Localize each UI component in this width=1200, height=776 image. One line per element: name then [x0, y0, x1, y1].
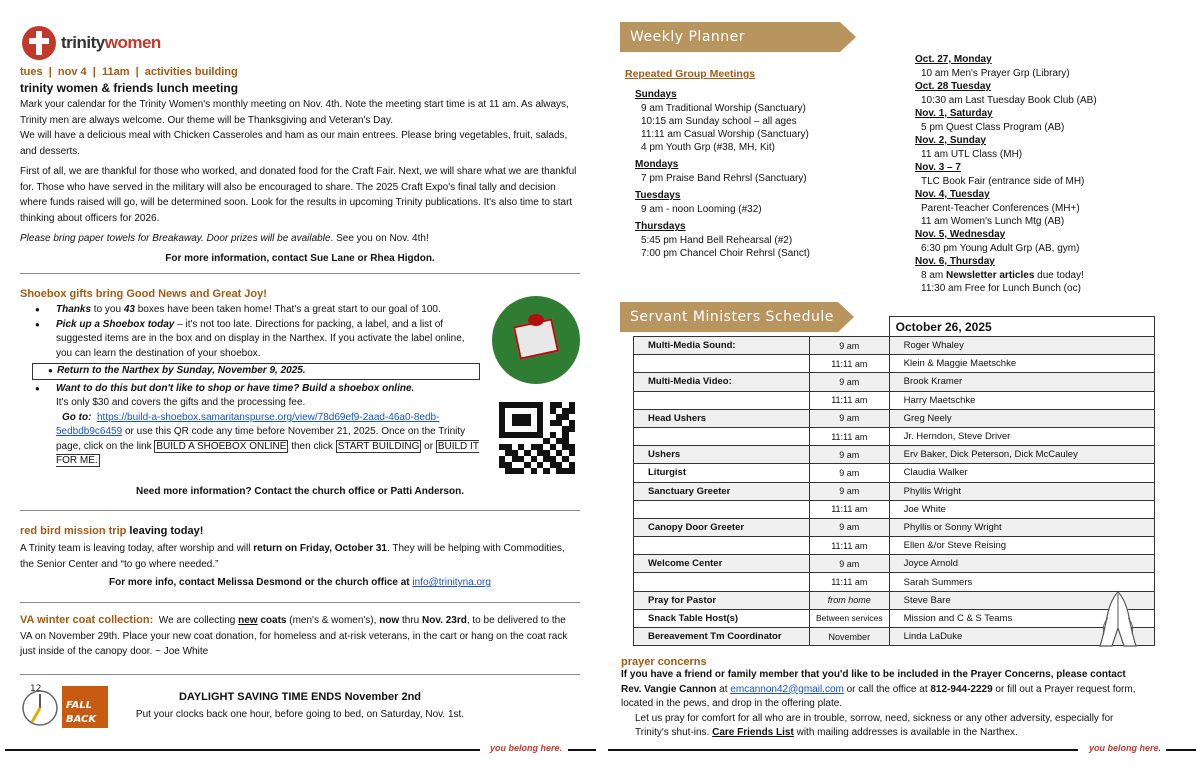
- footer-tagline: you belong here.: [490, 743, 563, 753]
- prayer-line-2: [621, 683, 1191, 698]
- meeting-para-2: We will have a delicious meal with Chicken Casseroles and ham as our main entrees. Please bring vegetables, fruit, salads, and desserts.: [20, 130, 568, 157]
- schedule-name: Klein & Maggie Maetschke: [889, 355, 1154, 373]
- event-item-text: 8 am: [921, 270, 947, 281]
- divider: [20, 510, 580, 511]
- prayer-l5-post: with mailing addresses is available in the Narthex.: [793, 727, 1018, 738]
- schedule-name: Jr. Herndon, Steve Driver: [889, 427, 1154, 445]
- redbird-title: [20, 525, 203, 537]
- start-building-button[interactable]: START BUILDING: [337, 440, 420, 452]
- shoebox-b1-count: 43: [123, 304, 135, 315]
- coat-t3: thru: [399, 615, 422, 626]
- footer-tagline: you belong here.: [1089, 743, 1162, 753]
- coat-t2: (men's & women's),: [286, 615, 380, 626]
- servant-schedule-table: [633, 316, 1155, 646]
- meeting-title: trinity women & friends lunch meeting: [20, 81, 239, 95]
- planner-item: 9 am Traditional Worship (Sanctuary): [641, 103, 806, 114]
- shoebox-b1-thanks: Thanks: [56, 304, 92, 315]
- schedule-name: Phyllis or Sonny Wright: [889, 518, 1154, 536]
- schedule-role: Sanctuary Greeter: [634, 482, 810, 500]
- shoebox-contact: Need more information? Contact the church office or Patti Anderson.: [136, 486, 464, 497]
- schedule-row: [634, 609, 1155, 627]
- redbird-contact: [20, 577, 580, 588]
- shoebox-bullet-3: [32, 363, 480, 380]
- operation-christmas-child-logo: [492, 296, 580, 384]
- logo-text-women: women: [104, 33, 161, 52]
- schedule-row: [634, 391, 1155, 409]
- prayer-email-link[interactable]: emcannon42@gmail.com: [730, 683, 844, 695]
- footer-rule-tail: [568, 749, 596, 751]
- schedule-time: 9 am: [810, 518, 890, 536]
- event-item-text: 6:30 pm Young Adult Grp (AB, gym): [921, 243, 1080, 254]
- event-item-text: Parent-Teacher Conferences (MH+): [921, 203, 1080, 214]
- schedule-role: Liturgist: [634, 464, 810, 482]
- event-item-text: 5 pm Quest Class Program (AB): [921, 122, 1065, 133]
- schedule-time: 11:11 am: [810, 537, 890, 555]
- redbird-contact-text: For more info, contact Melissa Desmond or the church office at: [109, 577, 413, 588]
- event-day-heading: Nov. 1, Saturday: [915, 108, 993, 119]
- schedule-row: [634, 482, 1155, 500]
- schedule-time: 9 am: [810, 373, 890, 391]
- servant-ministers-banner: Servant Ministers Schedule: [620, 302, 838, 332]
- meeting-contact: For more information, contact Sue Lane or Rhea Higdon.: [165, 252, 435, 264]
- dst-title: [150, 691, 450, 703]
- event-item: [915, 94, 1185, 107]
- meeting-body: [20, 97, 580, 266]
- planner-item: 4 pm Youth Grp (#38, MH, Kit): [641, 142, 775, 153]
- footer-rule-tail: [1166, 749, 1196, 751]
- coat-title: VA winter coat collection:: [20, 614, 154, 626]
- shoebox-after-url: or use this QR code any time before November 21, 2025. Once on the Trinity page, click on the link: [56, 426, 466, 452]
- logo-text-trinity: trinity: [61, 33, 105, 52]
- footer-rule: [5, 749, 480, 751]
- schedule-name: Erv Baker, Dick Peterson, Dick McCauley: [889, 446, 1154, 464]
- schedule-name: Linda LaDuke: [889, 628, 1154, 646]
- event-day-heading: Nov. 3 – 7: [915, 162, 961, 173]
- shoebox-return-date: Return to the Narthex by Sunday, November 9, 2025.: [57, 365, 306, 376]
- schedule-role: [634, 537, 810, 555]
- prayer-l5-pre: Trinity's shut-ins.: [635, 727, 713, 738]
- schedule-role: Ushers: [634, 446, 810, 464]
- shoebox-b1-post: boxes have been taken home! That's a great start to our goal of 100.: [134, 304, 441, 315]
- event-day-heading: Nov. 6, Thursday: [915, 256, 995, 267]
- event-item-text: 11 am Women's Lunch Mtg (AB): [921, 216, 1065, 227]
- planner-item: 7:00 pm Chancel Choir Rehrsl (Sanct): [641, 248, 810, 259]
- weekly-planner-banner: Weekly Planner: [620, 22, 840, 52]
- qr-code-icon[interactable]: [499, 402, 575, 474]
- coat-now: now: [379, 615, 400, 626]
- coat-section: [20, 613, 580, 660]
- event-day-heading: Nov. 2, Sunday: [915, 135, 986, 146]
- logo-text: [61, 33, 161, 53]
- schedule-name: Brook Kramer: [889, 373, 1154, 391]
- schedule-row: [634, 555, 1155, 573]
- repeated-meetings-title: Repeated Group Meetings: [625, 68, 756, 80]
- prayer-line-1: If you have a friend or family member that you'd like to be included in the Prayer Concerns, please contact: [621, 669, 1126, 680]
- planner-item: 9 am - noon Looming (#32): [641, 204, 762, 215]
- schedule-time: 11:11 am: [810, 355, 890, 373]
- schedule-time: 11:11 am: [810, 391, 890, 409]
- gift-bow-icon: [528, 314, 544, 326]
- schedule-role: Welcome Center: [634, 555, 810, 573]
- schedule-name: Sarah Summers: [889, 573, 1154, 591]
- build-it-for-me-button[interactable]: BUILD IT FOR ME.: [56, 440, 479, 466]
- schedule-role: [634, 391, 810, 409]
- schedule-role: [634, 500, 810, 518]
- event-item-text: 11:30 am Free for Lunch Bunch (oc): [921, 283, 1081, 294]
- praying-hands-icon: [1098, 588, 1138, 650]
- planner-item: 11:11 am Casual Worship (Sanctuary): [641, 129, 809, 140]
- planner-day-heading: Mondays: [635, 159, 679, 170]
- schedule-name: Joyce Arnold: [889, 555, 1154, 573]
- schedule-row: [634, 537, 1155, 555]
- prayer-l2-end: or fill out a Prayer request form,: [992, 683, 1136, 695]
- schedule-name: Mission and C & S Teams: [889, 609, 1154, 627]
- schedule-time: 9 am: [810, 555, 890, 573]
- meeting-para-3: First of all, we are thankful for those who worked, and donated food for the Craft Fair. Next, we will share what we are thankful for. Those who have served in the military will also be encouraged to share. The 2025 Craft Expo's final tally and decision where funds raised will go, will be determined soon. Look for the results in upcoming Trinity publications. It's also time to start thinking about officers for 2026.: [20, 166, 577, 224]
- schedule-role: Snack Table Host(s): [634, 609, 810, 627]
- schedule-role: Pray for Pastor: [634, 591, 810, 609]
- event-day-heading: Oct. 27, Monday: [915, 54, 992, 65]
- redbird-return-date: return on Friday, October 31: [253, 543, 387, 554]
- repeated-meetings-list: [635, 88, 895, 260]
- schedule-row: [634, 573, 1155, 591]
- shoebox-title: Shoebox gifts bring Good News and Great Joy!: [20, 288, 267, 300]
- prayer-body: [621, 668, 1191, 741]
- event-item: [915, 67, 1185, 80]
- planner-day-heading: Thursdays: [635, 221, 686, 232]
- schedule-name: Harry Maetschke: [889, 391, 1154, 409]
- planner-item: 5:45 pm Hand Bell Rehearsal (#2): [641, 235, 793, 246]
- schedule-name: Phyllis Wright: [889, 482, 1154, 500]
- schedule-name: Steve Bare: [889, 591, 1154, 609]
- schedule-role: Bereavement Tm Coordinator: [634, 628, 810, 646]
- schedule-time: 9 am: [810, 482, 890, 500]
- svg-text:FALL: FALL: [66, 700, 93, 711]
- event-item: [915, 242, 1185, 255]
- schedule-time: from home: [810, 591, 890, 609]
- footer-rule: [608, 749, 1078, 751]
- schedule-time: 11:11 am: [810, 500, 890, 518]
- prayer-phone: 812-944-2229: [930, 683, 993, 695]
- meeting-kicker: tues | nov 4 | 11am | activities building: [20, 66, 238, 78]
- planner-day-heading: Sundays: [635, 89, 677, 100]
- fall-back-graphic: [22, 682, 110, 732]
- event-item: [915, 148, 1185, 161]
- schedule-row: [634, 500, 1155, 518]
- schedule-time: 11:11 am: [810, 427, 890, 445]
- schedule-name: Joe White: [889, 500, 1154, 518]
- planner-item: 7 pm Praise Band Rehrsl (Sanctuary): [641, 173, 807, 184]
- shoebox-b2-post: – it's not too late. Directions for packing, a label, and a list of suggested items are in the box and on display in the Narthex. If you activate the label online, you can learn the destination of your shoebox.: [56, 318, 465, 359]
- schedule-header-spacer: [634, 317, 890, 337]
- schedule-time: Between services: [810, 609, 890, 627]
- dst-text: Put your clocks back one hour, before going to bed, on Saturday, Nov. 1st.: [135, 709, 465, 720]
- event-day-heading: Oct. 28 Tuesday: [915, 81, 991, 92]
- divider: [20, 602, 580, 603]
- coat-t1: We are collecting: [153, 615, 239, 626]
- prayer-title: prayer concerns: [621, 656, 707, 668]
- schedule-role: [634, 573, 810, 591]
- shoebox-or: or: [421, 440, 436, 452]
- schedule-time: 9 am: [810, 337, 890, 355]
- event-item-text: 10:30 am Last Tuesday Book Club (AB): [921, 95, 1097, 106]
- redbird-title-rest: leaving today!: [126, 525, 204, 537]
- dst-date: November 2nd: [341, 691, 422, 703]
- shoebox-b4-heading: Want to do this but don't like to shop or have time? Build a shoebox online.: [56, 382, 415, 394]
- schedule-name: Claudia Walker: [889, 464, 1154, 482]
- shoebox-go-to: Go to:: [62, 411, 92, 423]
- schedule-role: Multi-Media Sound:: [634, 337, 810, 355]
- cross-logo-icon: [22, 26, 56, 60]
- redbird-body: [20, 541, 580, 572]
- prayer-section: [621, 656, 707, 668]
- coat-coats: coats: [257, 615, 287, 626]
- shoebox-bullet-4: [20, 382, 480, 469]
- shoebox-bullet-2: [20, 318, 480, 362]
- schedule-time: 11:11 am: [810, 573, 890, 591]
- coat-date: Nov. 23rd: [422, 615, 467, 626]
- schedule-row: [634, 518, 1155, 536]
- schedule-row: [634, 373, 1155, 391]
- redbird-title-red: red bird mission trip: [20, 525, 127, 537]
- coat-t4: , to be delivered to the VA on November 29th. Place your new coat donation, for homeless and at-risk veterans, in the cart or hang on the coat rack just inside of the canopy door. ~ Joe White: [20, 615, 568, 657]
- event-item-text: 10 am Men's Prayer Grp (Library): [921, 68, 1070, 79]
- clock-icon: [22, 682, 110, 732]
- prayer-line-5: [621, 726, 1191, 741]
- divider: [20, 273, 580, 274]
- meeting-para-4-italic: Please bring paper towels for Breakaway. Door prizes will be available: [20, 233, 331, 244]
- schedule-time: November: [810, 628, 890, 646]
- event-item: [915, 121, 1185, 134]
- schedule-row: [634, 337, 1155, 355]
- care-friends-list-link[interactable]: Care Friends List: [712, 727, 794, 738]
- coat-new: new: [238, 615, 258, 626]
- redbird-p-pre: A Trinity team is leaving today, after worship and will: [20, 543, 254, 554]
- dst-title-text: DAYLIGHT SAVING TIME ENDS: [178, 691, 342, 703]
- prayer-line-3: located in the pews, and drop in the offering plate.: [621, 698, 843, 709]
- prayer-contact-name: Rev. Vangie Cannon: [621, 683, 717, 695]
- schedule-time: 9 am: [810, 409, 890, 427]
- dated-events-list: [915, 53, 1185, 295]
- schedule-date: October 26, 2025: [889, 317, 1154, 337]
- schedule-role: Canopy Door Greeter: [634, 518, 810, 536]
- schedule-row: [634, 355, 1155, 373]
- shoebox-list: [20, 303, 480, 469]
- prayer-at: at: [716, 683, 731, 695]
- schedule-row: [634, 446, 1155, 464]
- schedule-row: [634, 464, 1155, 482]
- event-item: [915, 269, 1185, 282]
- schedule-time: 9 am: [810, 464, 890, 482]
- event-day-heading: Nov. 5, Wednesday: [915, 229, 1006, 240]
- meeting-para-4: [20, 231, 580, 247]
- meeting-para-4-rest: . See you on Nov. 4th!: [330, 233, 429, 244]
- redbird-email-link[interactable]: info@trinityna.org: [412, 577, 491, 588]
- event-day-heading: Nov. 4, Tuesday: [915, 189, 990, 200]
- schedule-name: Roger Whaley: [889, 337, 1154, 355]
- qr-module: [569, 468, 575, 474]
- shoebox-url-link[interactable]: https://build-a-shoebox.samaritanspurse.org/view/78d69ef9-2aad-46a0-8edb-5edbdb9c6459: [56, 411, 440, 437]
- event-item: [915, 175, 1185, 188]
- schedule-role: Head Ushers: [634, 409, 810, 427]
- event-item-after: due today!: [1034, 270, 1084, 281]
- schedule-name: Greg Neely: [889, 409, 1154, 427]
- schedule-row: [634, 591, 1155, 609]
- event-item-text: 11 am UTL Class (MH): [921, 149, 1023, 160]
- shoebox-mid: then click: [288, 440, 336, 452]
- planner-item: 10:15 am Sunday school – all ages: [641, 116, 797, 127]
- planner-day-heading: Tuesdays: [635, 190, 681, 201]
- prayer-l2-mid: or call the office at: [843, 683, 931, 695]
- meeting-para-1: Mark your calendar for the Trinity Women's monthly meeting on Nov. 4th. Note the meeting start time is at 11 am. As always, Trinity men are always welcome. Our theme will be Thanksgiving and Veteran's Day.: [20, 99, 569, 126]
- schedule-name: Ellen &/or Steve Reising: [889, 537, 1154, 555]
- divider: [20, 674, 580, 675]
- event-item-text: TLC Book Fair (entrance side of MH): [921, 176, 1085, 187]
- schedule-body: [634, 337, 1155, 646]
- redbird-p-post: . They will be helping with Commodities, the Senior Center and “to go where needed.”: [20, 543, 565, 570]
- event-item: [915, 202, 1185, 215]
- schedule-row: [634, 628, 1155, 646]
- shoebox-b4-cost: It's only $30 and covers the gifts and the processing fee.: [56, 397, 306, 408]
- schedule-role: [634, 355, 810, 373]
- schedule-row: [634, 409, 1155, 427]
- shoebox-b1-mid: to you: [91, 304, 124, 315]
- newsletter-articles: Newsletter articles: [946, 270, 1035, 281]
- shoebox-b2-pre: Pick up a Shoebox today: [56, 318, 175, 330]
- shoebox-bullet-1: [20, 303, 480, 318]
- schedule-row: [634, 427, 1155, 445]
- event-item: [915, 282, 1185, 295]
- build-shoebox-online-button[interactable]: BUILD A SHOEBOX ONLINE: [156, 440, 287, 452]
- svg-text:BACK: BACK: [66, 714, 97, 725]
- trinity-women-logo: [22, 26, 161, 60]
- svg-text:12: 12: [30, 684, 42, 694]
- event-item: [915, 215, 1185, 228]
- schedule-role: [634, 427, 810, 445]
- prayer-line-4: Let us pray for comfort for all who are in trouble, sorrow, need, sickness or any other adversity, especially for: [635, 712, 1114, 724]
- schedule-role: Multi-Media Video:: [634, 373, 810, 391]
- schedule-time: 9 am: [810, 446, 890, 464]
